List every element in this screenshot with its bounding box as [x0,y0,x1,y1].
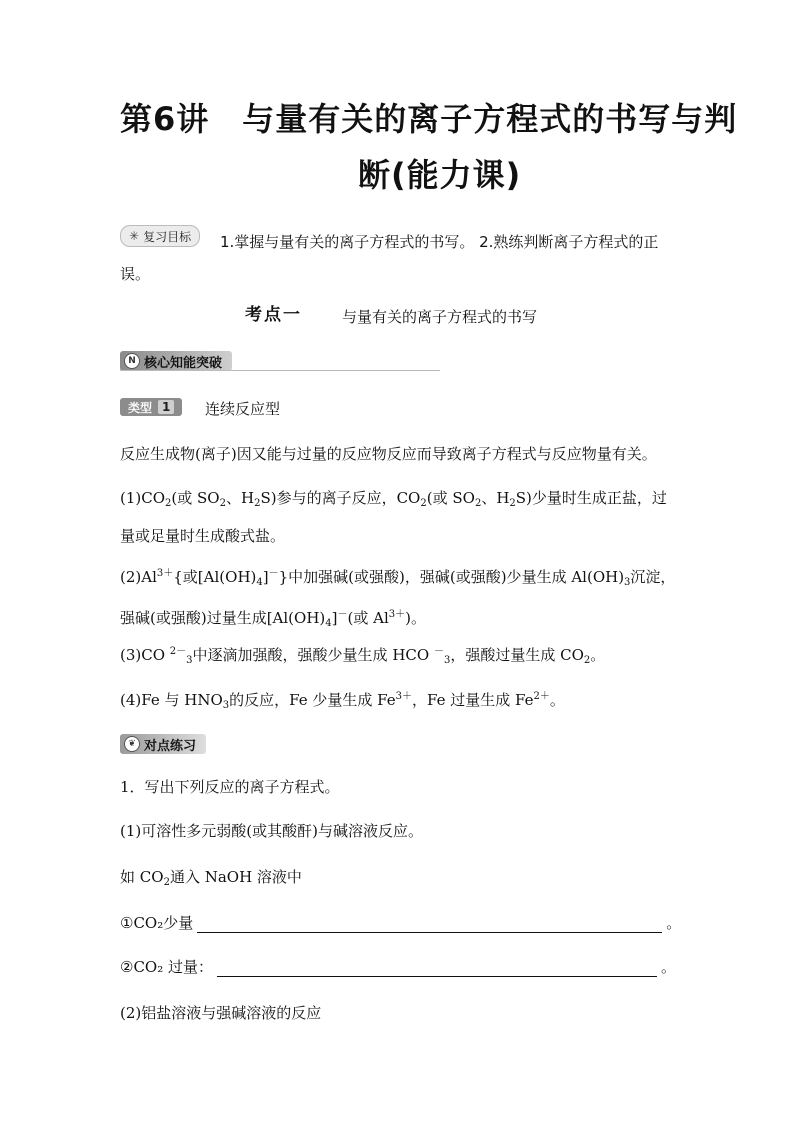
example-line: 如 $CO_2$通入 NaOH 溶液中 [120,868,302,888]
practice-pill [120,734,206,754]
review-objective-text: 1.掌握与量有关的离子方程式的书写。 2.熟练判断离子方程式的正误。 [120,233,659,283]
type-tag [120,398,182,416]
example-prefix: 如 [120,868,136,886]
header-rule [120,370,440,371]
example-suffix: 通入 NaOH 溶液中 [169,868,302,886]
core-knowledge-label: 核心知能突破 [144,355,223,371]
rule-3-paragraph: (3)CO $^{2-}_3$中逐滴加强酸，强酸少量生成 HCO －$_3$，强酸过量生成 $CO_2$。 [120,646,606,666]
answer-1-period: 。 [666,914,682,932]
core-knowledge-pill [120,351,232,371]
rule-4-paragraph: (4)Fe 与 $HNO_3$的反应，Fe 少量生成 $Fe^{3+}$，Fe 过量生成 $Fe^{2+}$。 [120,691,565,711]
page-title-line-1: 第6讲 与量有关的离子方程式的书写与判 [120,100,738,138]
leaf-icon: ❦ [124,736,140,752]
question-1-part-1: (1)可溶性多元弱酸(或其酸酐)与碱溶液反应。 [120,822,423,840]
core-knowledge-header [120,350,232,372]
type-tag-label: 类型 [128,400,153,415]
answer-row-1 [120,912,681,933]
answer-1-label: ①CO₂少量 [120,914,194,932]
question-1: 1．写出下列反应的离子方程式。 [120,778,340,796]
answer-2-blank[interactable] [217,958,657,977]
section-title: 与量有关的离子方程式的书写 [342,308,538,326]
gear-icon: ✳ [129,229,140,243]
practice-header [120,733,206,755]
practice-label: 对点练习 [144,738,197,754]
answer-2-period: 。 [661,958,677,976]
answer-2-label: ②CO₂ 过量： [120,958,214,976]
type-tag-number: 1 [158,400,174,414]
rule-2-paragraph: $(2)Al^{3+}${或$[Al(OH)_4]^-$}中加强碱(或强酸)，强碱(或强酸)少量生成 $Al(OH)_3$沉淀，强碱(或强酸)过量生成$[Al(OH)_4]^-$(或 $Al^{3+}$)。 [120,568,676,629]
answer-1-blank[interactable] [197,914,662,933]
section-number: 考点一 [245,305,302,325]
n-circle-icon: N [124,353,140,369]
rule-1-paragraph: $(1)CO_2$(或 $SO_2$、$H_2S$)参与的离子反应，$CO_2$(或 $SO_2$、$H_2S$)少量时生成正盐，过量或足量时生成酸式盐。 [120,489,667,545]
badge-label: 复习目标 [143,229,192,244]
type-name: 连续反应型 [205,400,281,418]
question-1-part-2: (2)铝盐溶液与强碱溶液的反应 [120,1004,322,1022]
answer-row-2 [120,956,676,977]
intro-paragraph: 反应生成物(离子)因又能与过量的反应物反应而导致离子方程式与反应物量有关。 [120,445,657,463]
page-title-line-2: 断(能力课) [358,156,522,194]
